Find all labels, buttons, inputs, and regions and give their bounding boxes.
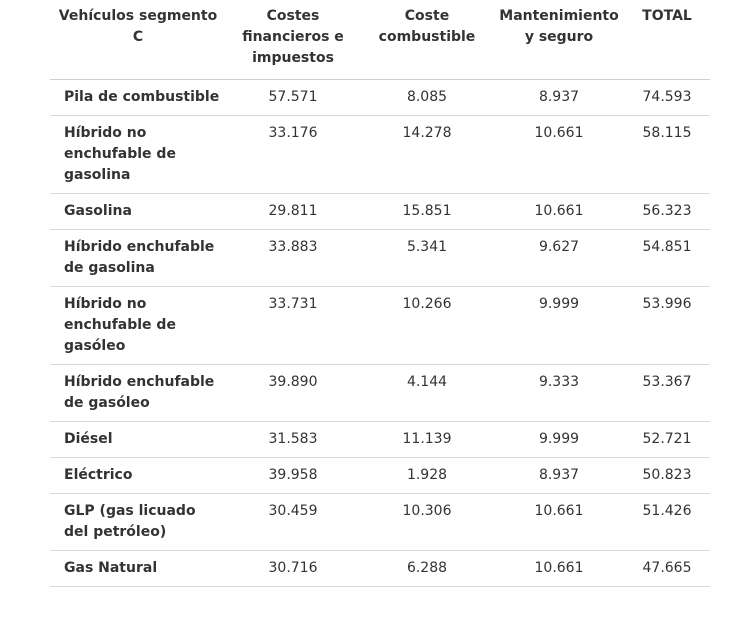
total-cell: 50.823 (624, 458, 710, 494)
total-cell: 56.323 (624, 194, 710, 230)
financial-cost-cell: 39.890 (226, 365, 360, 422)
total-cell: 74.593 (624, 80, 710, 116)
financial-cost-cell: 39.958 (226, 458, 360, 494)
total-cell: 58.115 (624, 116, 710, 194)
maintenance-cell: 8.937 (494, 80, 624, 116)
vehicle-name: Híbrido no enchufable de gasóleo (50, 287, 226, 365)
total-cell: 51.426 (624, 494, 710, 551)
total-cell: 53.367 (624, 365, 710, 422)
financial-cost-cell: 33.176 (226, 116, 360, 194)
header-row (50, 0, 710, 80)
header-fuel-cost: Coste combustible (360, 0, 494, 80)
table-row (50, 287, 710, 365)
fuel-cost-cell: 8.085 (360, 80, 494, 116)
financial-cost-cell: 30.459 (226, 494, 360, 551)
table-row (50, 194, 710, 230)
financial-cost-cell: 33.883 (226, 230, 360, 287)
table-row (50, 458, 710, 494)
maintenance-cell: 10.661 (494, 494, 624, 551)
header-maintenance: Mantenimiento y seguro (494, 0, 624, 80)
vehicle-name: Híbrido no enchufable de gasolina (50, 116, 226, 194)
header-financial-costs: Costes financieros e impuestos (226, 0, 360, 80)
total-cell: 52.721 (624, 422, 710, 458)
fuel-cost-cell: 15.851 (360, 194, 494, 230)
cost-table-container (50, 0, 710, 587)
maintenance-cell: 10.661 (494, 551, 624, 587)
vehicle-name: GLP (gas licuado del petróleo) (50, 494, 226, 551)
table-row (50, 551, 710, 587)
vehicle-name: Híbrido enchufable de gasolina (50, 230, 226, 287)
fuel-cost-cell: 10.266 (360, 287, 494, 365)
table-row (50, 365, 710, 422)
maintenance-cell: 9.999 (494, 422, 624, 458)
financial-cost-cell: 33.731 (226, 287, 360, 365)
total-cell: 54.851 (624, 230, 710, 287)
vehicle-name: Eléctrico (50, 458, 226, 494)
fuel-cost-cell: 10.306 (360, 494, 494, 551)
financial-cost-cell: 29.811 (226, 194, 360, 230)
table-row (50, 116, 710, 194)
table-row (50, 230, 710, 287)
vehicle-name: Gas Natural (50, 551, 226, 587)
fuel-cost-cell: 14.278 (360, 116, 494, 194)
fuel-cost-cell: 1.928 (360, 458, 494, 494)
maintenance-cell: 9.627 (494, 230, 624, 287)
maintenance-cell: 9.999 (494, 287, 624, 365)
cost-comparison-table (50, 0, 710, 587)
fuel-cost-cell: 5.341 (360, 230, 494, 287)
fuel-cost-cell: 6.288 (360, 551, 494, 587)
total-cell: 53.996 (624, 287, 710, 365)
financial-cost-cell: 57.571 (226, 80, 360, 116)
table-row (50, 422, 710, 458)
header-vehicle: Vehículos segmento C (50, 0, 226, 80)
fuel-cost-cell: 11.139 (360, 422, 494, 458)
maintenance-cell: 10.661 (494, 116, 624, 194)
financial-cost-cell: 30.716 (226, 551, 360, 587)
maintenance-cell: 8.937 (494, 458, 624, 494)
header-total: TOTAL (624, 0, 710, 80)
vehicle-name: Diésel (50, 422, 226, 458)
total-cell: 47.665 (624, 551, 710, 587)
vehicle-name: Híbrido enchufable de gasóleo (50, 365, 226, 422)
vehicle-name: Gasolina (50, 194, 226, 230)
financial-cost-cell: 31.583 (226, 422, 360, 458)
table-body (50, 80, 710, 587)
table-row (50, 80, 710, 116)
maintenance-cell: 10.661 (494, 194, 624, 230)
fuel-cost-cell: 4.144 (360, 365, 494, 422)
table-header (50, 0, 710, 80)
maintenance-cell: 9.333 (494, 365, 624, 422)
table-row (50, 494, 710, 551)
vehicle-name: Pila de combustible (50, 80, 226, 116)
